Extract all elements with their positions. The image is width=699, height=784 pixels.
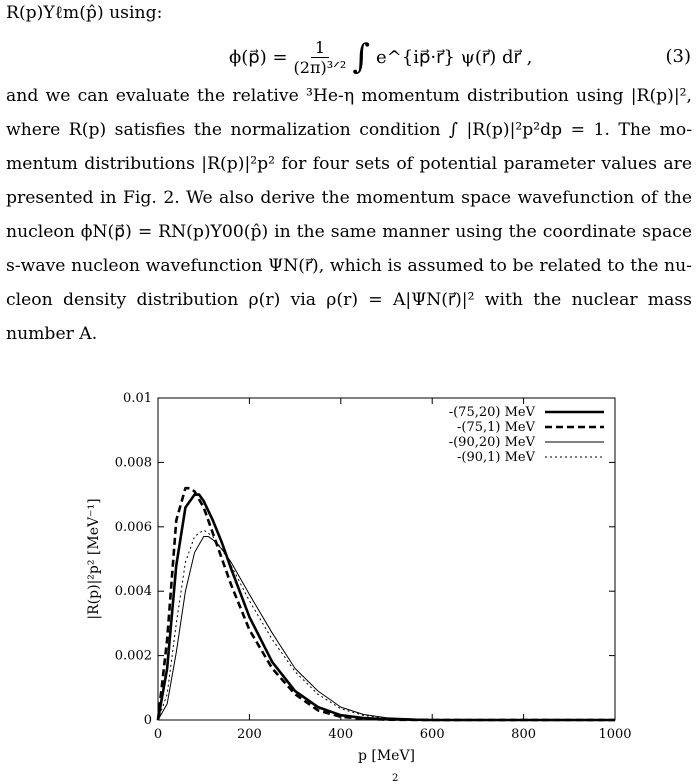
x-tick-label: 400 [328,727,354,742]
eq3-denominator: (2π)³ᐟ² [293,57,347,77]
eq3-integral-sign: ∫ [352,37,371,77]
y-tick-label: 0.004 [114,584,152,600]
para-line-5: nucleon ϕN(p⃗) = RN(p)Y00(p̂) in the same manner using the coordinate space [6,222,692,242]
equation-number: (3) [665,46,691,67]
para-line-3: mentum distributions |R(p)|²p² for four sets of potential parameter values are [6,154,692,174]
series-line [158,488,615,720]
x-tick-label: 600 [419,727,445,742]
para-line-7: cleon density distribution ρ(r) via ρ(r) = A|ΨN(r⃗)|² with the nuclear mass [6,290,692,310]
series-line [158,536,615,720]
legend-label: -(75,1) MeV [456,420,535,435]
y-tick-label: 0.006 [114,519,152,535]
x-tick-label: 800 [511,727,537,742]
y-tick-label: 0.01 [123,391,152,406]
legend-label: -(90,20) MeV [448,435,535,450]
legend-label: -(75,20) MeV [448,405,535,420]
caption-fragment: 2 [392,773,399,784]
x-axis-label: p [MeV] [357,748,416,764]
y-tick-label: 0.002 [114,648,152,664]
series-line [158,495,615,720]
eq3-lhs: ϕ(p⃗) = [229,46,288,68]
para-line-2: where R(p) satisfies the normalization condition ∫ |R(p)|²p²dp = 1. The mo- [6,120,692,140]
plot-axes-layer [86,391,632,764]
x-tick-label: 200 [236,727,262,742]
x-tick-label: 0 [153,727,163,742]
legend-label: -(90,1) MeV [456,450,535,465]
para-line-8: number A. [6,324,98,344]
para-line-4: presented in Fig. 2. We also derive the momentum space wavefunction of the [6,188,692,208]
plot-legend-layer [449,405,604,465]
eq3-rhs: e^{ip⃗·r⃗} ψ(r⃗) dr⃗ , [376,46,533,68]
y-tick-label: 0.008 [114,455,152,471]
line-top-text: R(p)Yℓm(p̂) using: [6,3,163,23]
plot-series-layer [158,488,615,720]
y-axis-label: |R(p)|²p² [MeV⁻¹] [86,498,102,620]
eq3-numerator: 1 [311,38,329,58]
para-line-6: s-wave nucleon wavefunction ΨN(r⃗), which is assumed to be related to the nu- [6,256,692,276]
y-tick-label: 0 [143,713,152,728]
para-line-1: and we can evaluate the relative ³He-η momentum distribution using |R(p)|², [6,86,692,106]
x-tick-label: 1000 [598,727,632,742]
